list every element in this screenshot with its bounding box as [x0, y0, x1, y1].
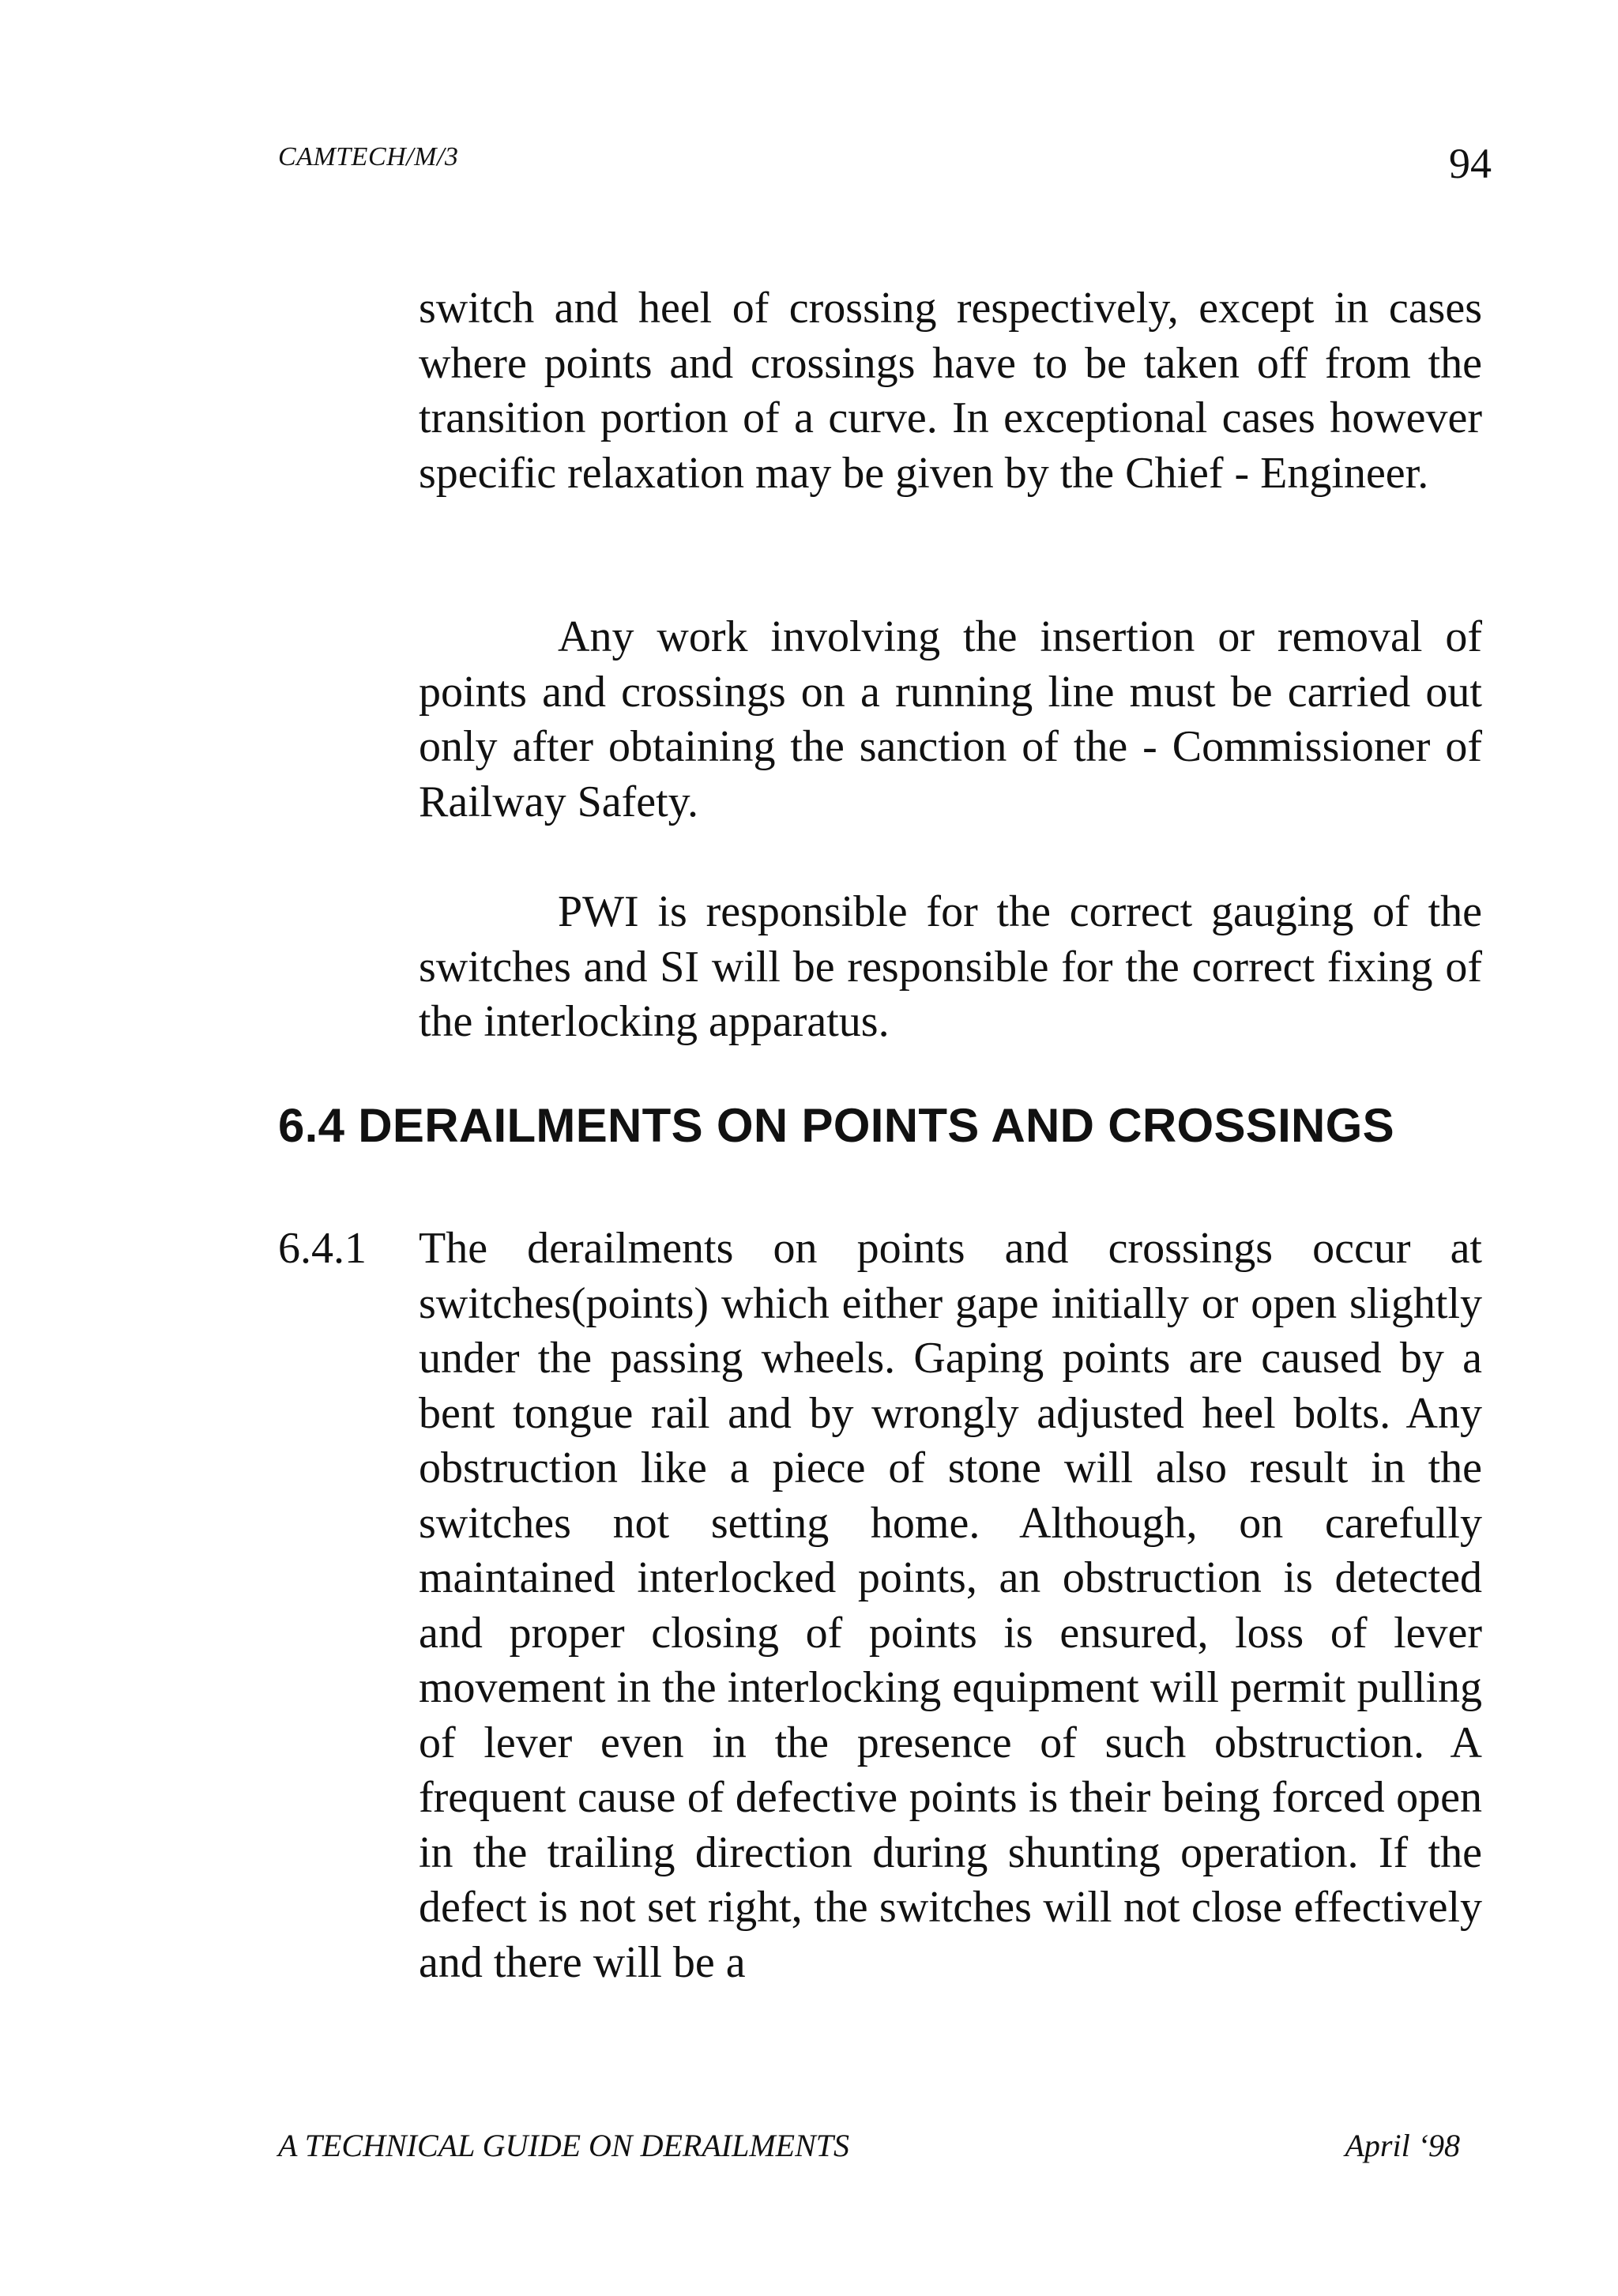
section-heading: 6.4 DERAILMENTS ON POINTS AND CROSSINGS	[278, 1099, 1394, 1152]
paragraph-responsibility: PWI is responsible for the correct gauging of the switches and SI will be responsible for the correct fixing of the interlocking apparatus.	[419, 887, 1482, 1046]
page-number: 94	[1449, 140, 1492, 187]
document-code: CAMTECH/M/3	[278, 142, 459, 171]
footer-title: A TECHNICAL GUIDE ON DERAILMENTS	[278, 2128, 850, 2163]
clause-number: 6.4.1	[278, 1224, 367, 1273]
footer-date: April ‘98	[1345, 2128, 1460, 2163]
paragraph-work-sanction: Any work involving the insertion or removal of points and crossings on a running line must be carried out only after obtaining the sanction of the - Commissioner of Railway Safety.	[419, 612, 1482, 826]
clause-text: The derailments on points and crossings occur at switches(points) which either gape initially or open slightly under the passing wheels. Gaping points are caused by a bent tongue rail and by wrongly adjusted heel bolts. Any obstruction like a piece of stone will also result in the switches not setting home. Although, on carefully maintained interlocked points, an obstruction is detected and proper closing of points is ensured, loss of lever movement in the interlocking equipment will permit pulling of lever even in the presence of such obstruction. A frequent cause of defective points is their being forced open in the trailing direction during shunting operation. If the defect is not set right, the switches will not close effectively and there will be a	[419, 1224, 1482, 1987]
paragraph-continuation: switch and heel of crossing respectively, except in cases where points and crossings have to be taken off from the transition portion of a curve. In exceptional cases however specific relaxation may be given by the Chief - Engineer.	[419, 284, 1482, 498]
